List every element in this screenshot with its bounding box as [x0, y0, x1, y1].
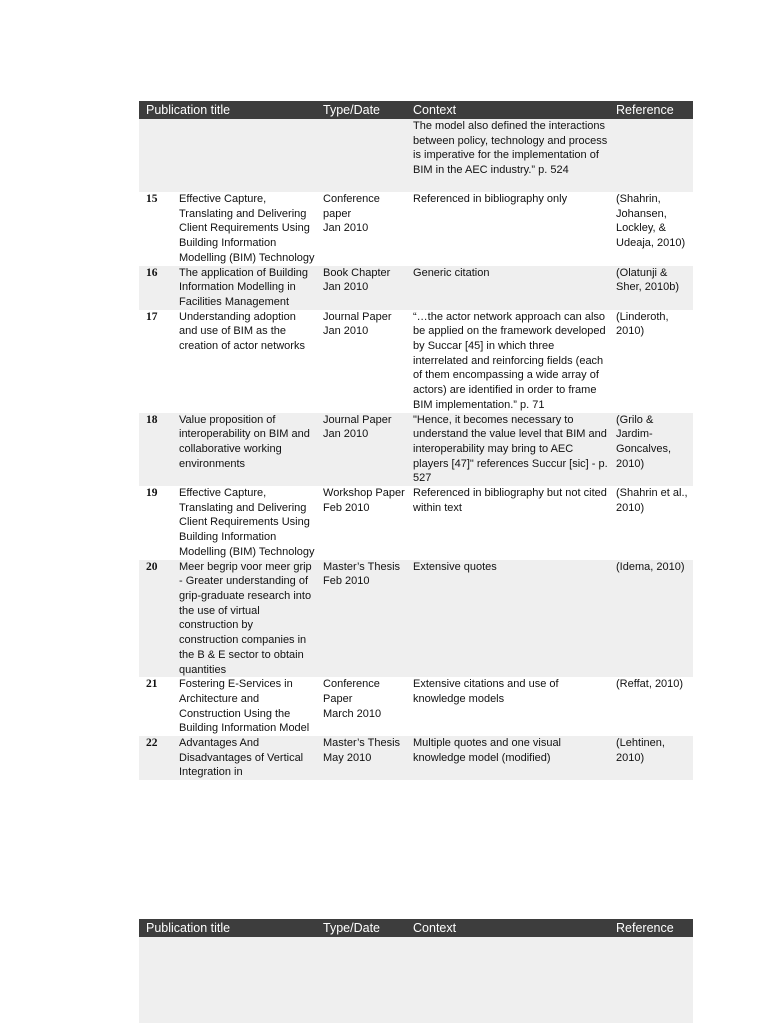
cell-title: Advantages And Disadvantages of Vertical Integration in [175, 736, 319, 780]
cell-num: 20 [139, 560, 175, 678]
table-row [139, 736, 693, 780]
table-row [139, 486, 693, 560]
cell-num: 16 [139, 266, 175, 310]
table-row-continuation [139, 119, 693, 192]
cell-context: "Hence, it becomes necessary to understand the value level that BIM and interoperability may bring to AEC players [47]" references Succur [sic] - p. 527 [409, 413, 612, 487]
cell-type-date: Journal Paper Jan 2010 [323, 310, 392, 338]
cell-reference: (Grilo & Jardim-Goncalves, 2010) [612, 413, 693, 487]
cell-title: Meer begrip voor meer grip - Greater understanding of grip-graduate research into the use of virtual construction by construction companies in the B & E sector to obtain quantities [175, 560, 319, 678]
cell-type-date: Journal Paper Jan 2010 [319, 413, 409, 487]
table-row [139, 413, 693, 487]
cell-reference: (Olatunji & Sher, 2010b) [612, 266, 693, 310]
cell-title: Understanding adoption and use of BIM as the creation of actor networks [179, 310, 305, 353]
cell-type-date: Book Chapter Jan 2010 [319, 266, 409, 310]
cell-num: 17 [146, 310, 158, 323]
header-publication-title: Publication title [139, 101, 319, 119]
cell-type-date: Conference Paper March 2010 [323, 678, 382, 720]
table-row [139, 310, 693, 413]
header-reference: Reference [612, 919, 693, 937]
cell-context: “…the actor network approach can also be applied on the framework developed by Succar [45] in which three interrelated and reinforcing fields (each of them encompassing a wide array of actors) are identified in order to frame BIM implementation.” p. 71 [413, 310, 606, 411]
cell-num: 18 [139, 413, 175, 487]
cell-type-date: Conference paper Jan 2010 [323, 193, 380, 235]
cell-context: The model also defined the interactions between policy, technology and process is imperative for the implementation of BIM in the AEC industry.” p. 524 [409, 119, 612, 192]
cell-num: 19 [146, 487, 158, 500]
cell-type-date: Master’s Thesis Feb 2010 [319, 560, 409, 678]
publications-table [139, 101, 693, 780]
header-reference: Reference [612, 101, 693, 119]
publications-table-continued [139, 919, 693, 1023]
cell-num: 21 [146, 678, 158, 691]
cell-reference: (Shahrin et al., 2010) [616, 487, 688, 514]
cell-context: Extensive quotes [409, 560, 612, 678]
cell-title [175, 119, 319, 192]
cell-context: Referenced in bibliography only [413, 193, 568, 205]
table-row [139, 266, 693, 310]
cell-type-date: Workshop Paper Feb 2010 [323, 487, 405, 514]
cell-num: 22 [139, 736, 175, 780]
cell-reference [612, 119, 693, 192]
cell-reference: (Shahrin, Johansen, Lockley, & Udeaja, 2010) [616, 193, 686, 250]
cell-reference: (Idema, 2010) [612, 560, 693, 678]
cell-title: Value proposition of interoperability on BIM and collaborative working environments [175, 413, 319, 487]
cell-reference: (Reffat, 2010) [616, 678, 684, 691]
cell-context: Referenced in bibliography but not cited within text [413, 487, 607, 514]
table-row [139, 560, 693, 678]
cell-reference: (Lehtinen, 2010) [612, 736, 693, 780]
cell-num [139, 119, 175, 192]
table-row [139, 192, 693, 266]
header-context: Context [409, 101, 612, 119]
header-type-date: Type/Date [319, 919, 409, 937]
table-header-row [139, 919, 693, 937]
cell-reference: (Linderoth, 2010) [616, 310, 669, 338]
cell-title: The application of Building Information Modelling in Facilities Management [175, 266, 319, 310]
cell-context: Generic citation [409, 266, 612, 310]
cell-empty [139, 937, 693, 1023]
cell-context: Multiple quotes and one visual knowledge model (modified) [409, 736, 612, 780]
cell-title: Fostering E-Services in Architecture and Construction Using the Building Information Model [179, 678, 310, 735]
header-type-date: Type/Date [319, 101, 409, 119]
cell-type-date: Master’s Thesis May 2010 [319, 736, 409, 780]
cell-type-date [319, 119, 409, 192]
cell-context: Extensive citations and use of knowledge models [413, 678, 559, 705]
header-context: Context [409, 919, 612, 937]
header-publication-title: Publication title [139, 919, 319, 937]
table-header-row [139, 101, 693, 119]
table-row-empty [139, 937, 693, 1023]
cell-title: Effective Capture, Translating and Delivering Client Requirements Using Building Information Modelling (BIM) Technology [179, 487, 315, 558]
cell-num: 15 [146, 193, 158, 205]
cell-title: Effective Capture, Translating and Delivering Client Requirements Using Building Information Modelling (BIM) Technology [179, 193, 315, 264]
table-row [139, 677, 693, 736]
